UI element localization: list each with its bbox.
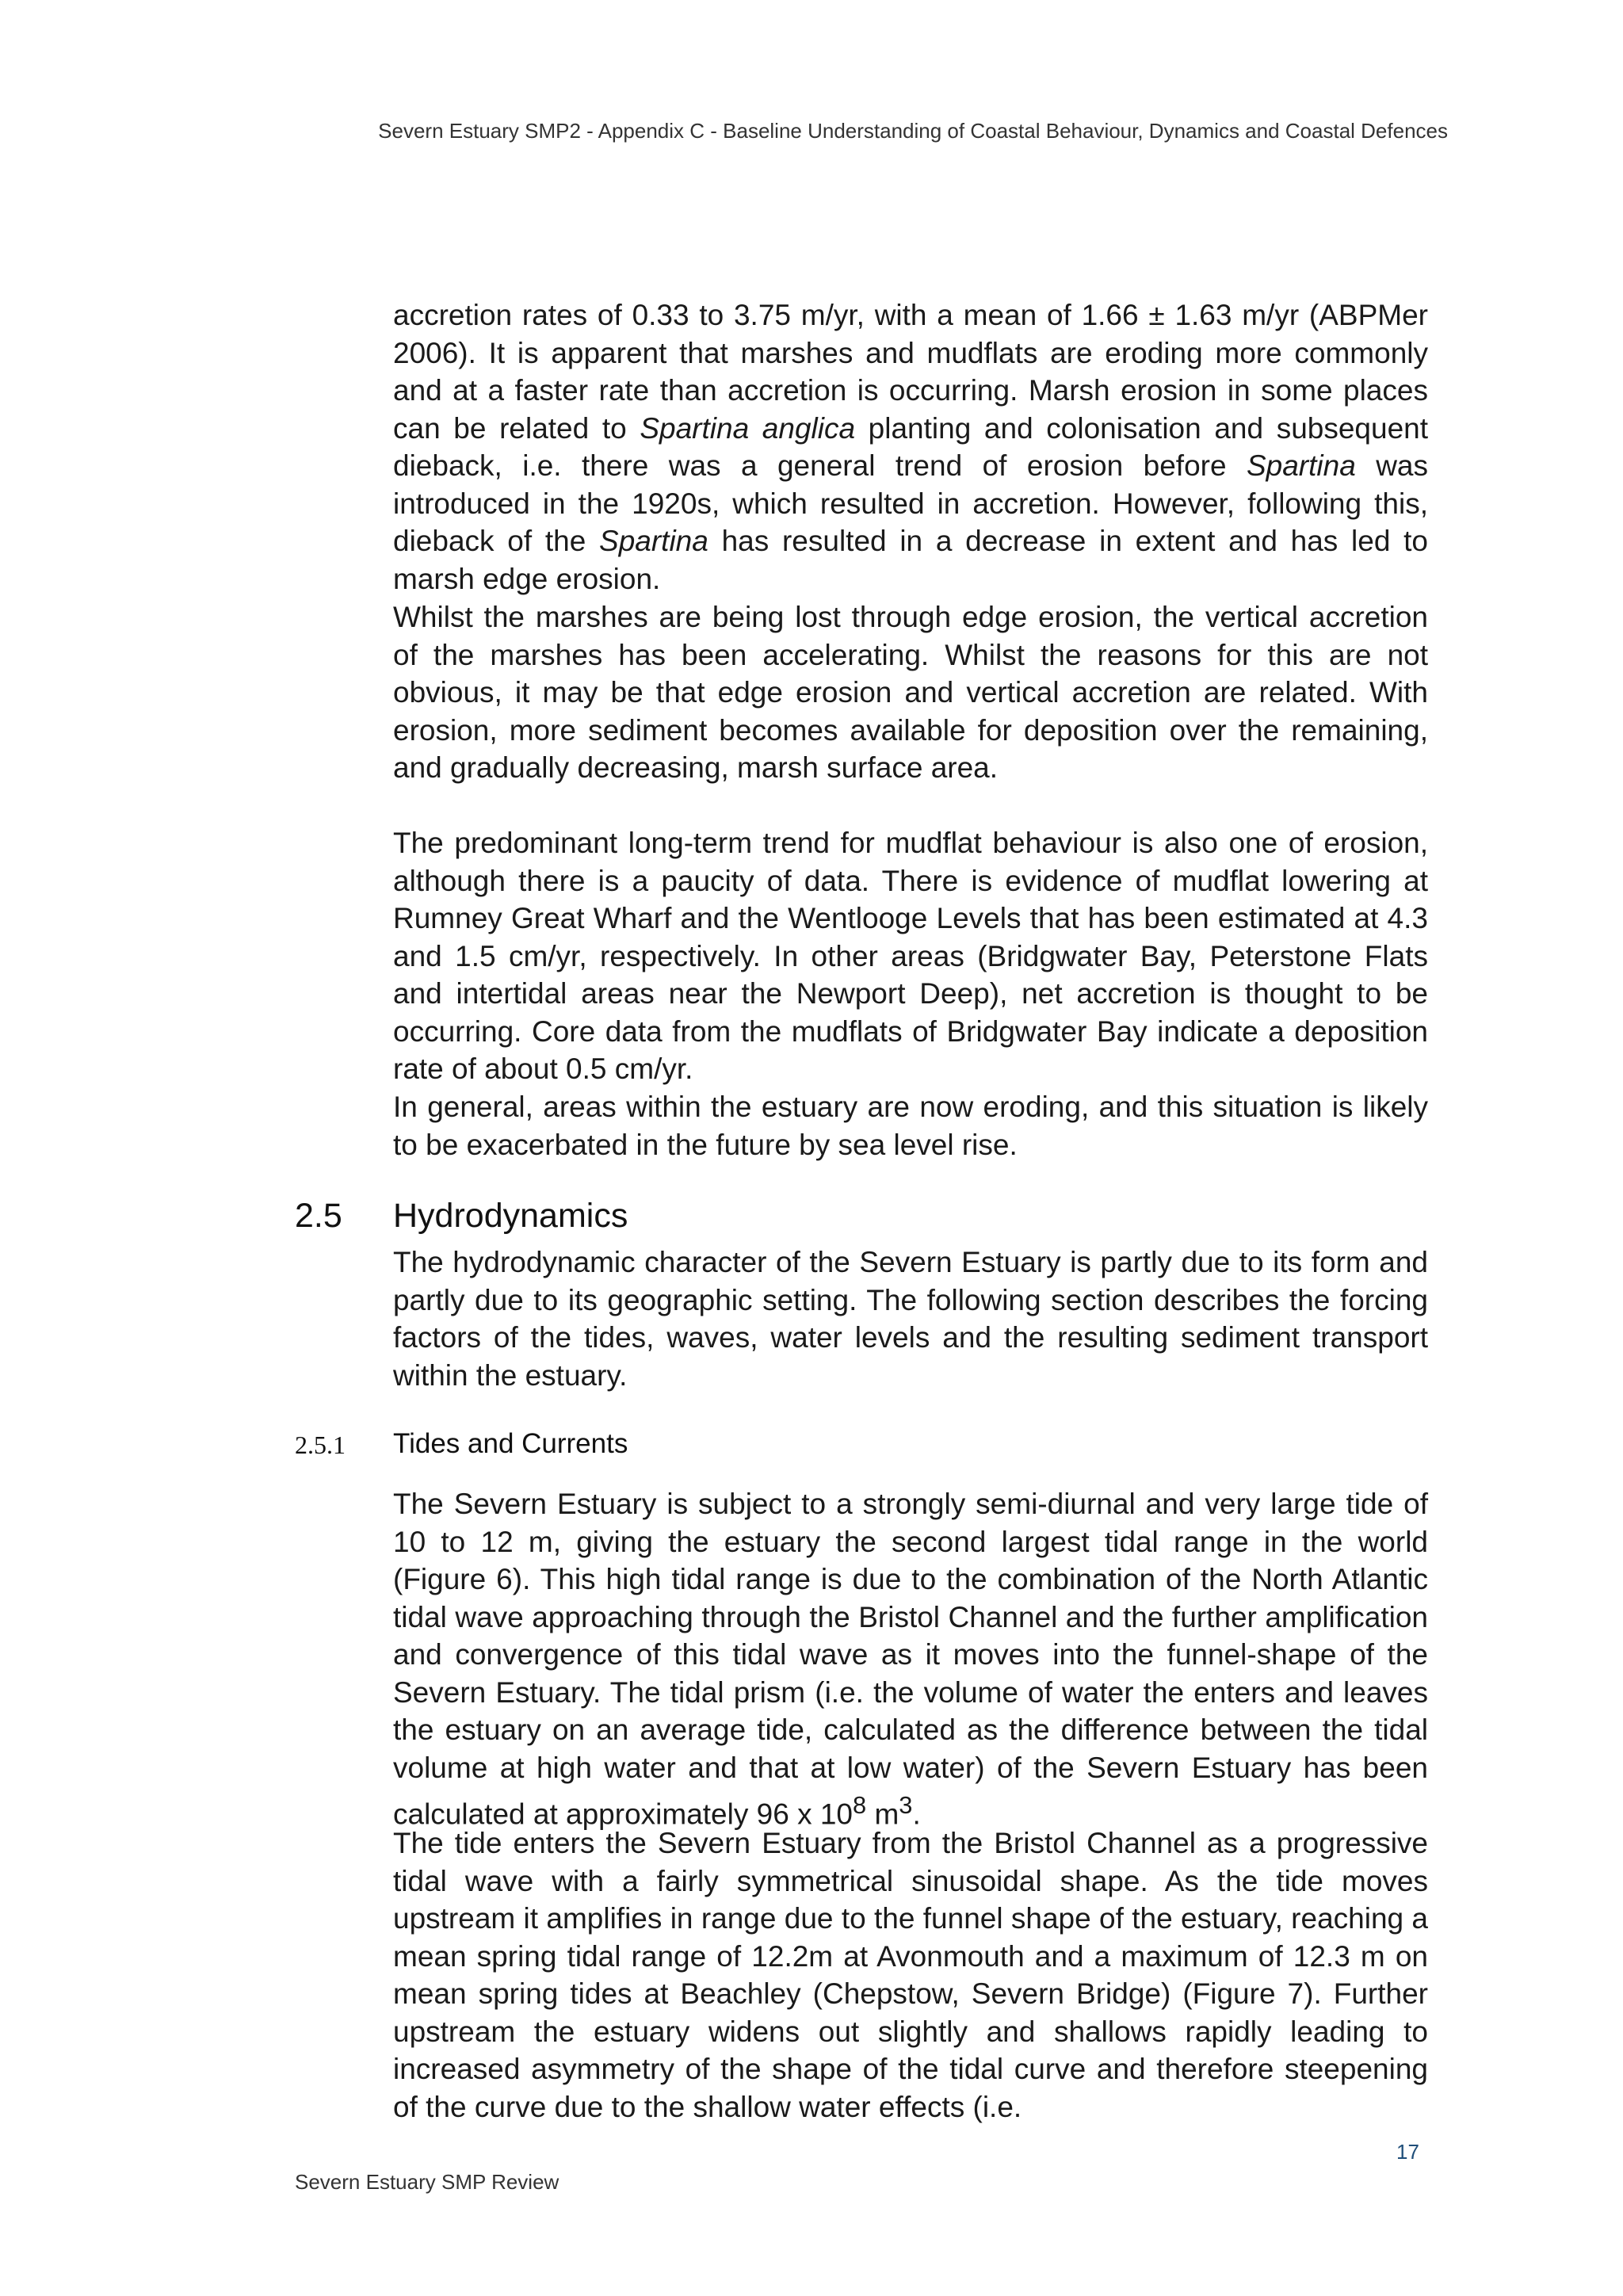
subsection-title: Tides and Currents: [393, 1428, 628, 1459]
paragraph-text: The predominant long-term trend for mudflat behaviour is also one of erosion, although there is a paucity of data. There is evidence of mudflat lowering at Rumney Great Wharf and the Wentlooge Levels that has been estimated at 4.3 and 1.5 cm/yr, respectively. In other areas (Bridgwater Bay, Peterstone Flats and intertidal areas near the Newport Deep), net accretion is thought to be occurring. Core data from the mudflats of Bridgwater Bay indicate a deposition rate of about 0.5 cm/yr.: [393, 827, 1428, 1085]
paragraph-text: was introduced in the 1920s, which resulted in accretion. However, following this, dieback of the: [393, 449, 1428, 557]
body-paragraph: [393, 1824, 1428, 2126]
section-title: Hydrodynamics: [393, 1197, 628, 1235]
superscript: 8: [853, 1791, 867, 1819]
paragraph-text: The Severn Estuary is subject to a strongly semi-diurnal and very large tide of 10 to 12 m, giving the estuary the second largest tidal range in the world (Figure 6). This high tidal range is due to the combination of the North Atlantic tidal wave approaching through the Bristol Channel and the further amplification and convergence of this tidal wave as it moves into the funnel-shape of the Severn Estuary. The tidal prism (i.e. the volume of water the enters and leaves the estuary on an average tide, calculated as the difference between the tidal volume at high water and that at low water) of the Severn Estuary has been calculated at approximately 96 x 10: [393, 1488, 1428, 1831]
species-name: Spartina: [1246, 449, 1356, 482]
paragraph-text: m: [866, 1797, 899, 1831]
paragraph-text: .: [912, 1797, 921, 1831]
running-header: Severn Estuary SMP2 - Appendix C - Baseline Understanding of Coastal Behaviour, Dynamics and Coastal Defences: [378, 119, 1448, 143]
species-name: Spartina: [599, 525, 708, 557]
paragraph-text: accretion rates of 0.33 to 3.75 m/yr, with a mean of 1.66 ± 1.63 m/yr (ABPMer 2006). It is apparent that marshes and mudflats are eroding more commonly and at a faster rate than accretion is occurring. Marsh erosion in some places can be related to: [393, 299, 1428, 445]
page-number: 17: [1396, 2140, 1419, 2164]
paragraph-text: planting and colonisation and subsequent dieback, i.e. there was a general trend of erosion before: [393, 411, 1429, 482]
superscript: 3: [899, 1791, 913, 1819]
paragraph-text: The tide enters the Severn Estuary from the Bristol Channel as a progressive tidal wave with a fairly symmetrical sinusoidal shape. As the tide moves upstream it amplifies in range due to the funnel shape of the estuary, reaching a mean spring tidal range of 12.2m at Avonmouth and a maximum of 12.3 m on mean spring tides at Beachley (Chepstow, Severn Bridge) (Figure 7). Further upstream the estuary widens out slightly and shallows rapidly leading to increased asymmetry of the shape of the tidal curve and therefore steepening of the curve due to the shallow water effects (i.e.: [393, 1827, 1428, 2123]
paragraph-text: Whilst the marshes are being lost through edge erosion, the vertical accretion of the marshes has been accelerating. Whilst the reasons for this are not obvious, it may be that edge erosion and vertical accretion are related. With erosion, more sediment becomes available for deposition over the remaining, and gradually decreasing, marsh surface area.: [393, 601, 1428, 784]
body-paragraph: [393, 1485, 1428, 1833]
paragraph-text: has resulted in a decrease in extent and has led to marsh edge erosion.: [393, 525, 1428, 595]
section-number: 2.5: [295, 1197, 342, 1235]
body-paragraph: [393, 824, 1428, 1088]
body-paragraph: [393, 1244, 1428, 1394]
species-name: Spartina anglica: [640, 411, 856, 445]
body-paragraph: [393, 296, 1428, 598]
subsection-number: 2.5.1: [295, 1431, 346, 1459]
paragraph-text: The hydrodynamic character of the Severn Estuary is partly due to its form and partly due to its geographic setting. The following section describes the forcing factors of the tides, waves, water levels and the resulting sediment transport within the estuary.: [393, 1246, 1428, 1392]
paragraph-text: In general, areas within the estuary are now eroding, and this situation is likely to be exacerbated in the future by sea level rise.: [393, 1091, 1428, 1161]
footer-text: Severn Estuary SMP Review: [295, 2170, 559, 2194]
body-paragraph: [393, 598, 1428, 787]
body-paragraph: [393, 1088, 1428, 1163]
